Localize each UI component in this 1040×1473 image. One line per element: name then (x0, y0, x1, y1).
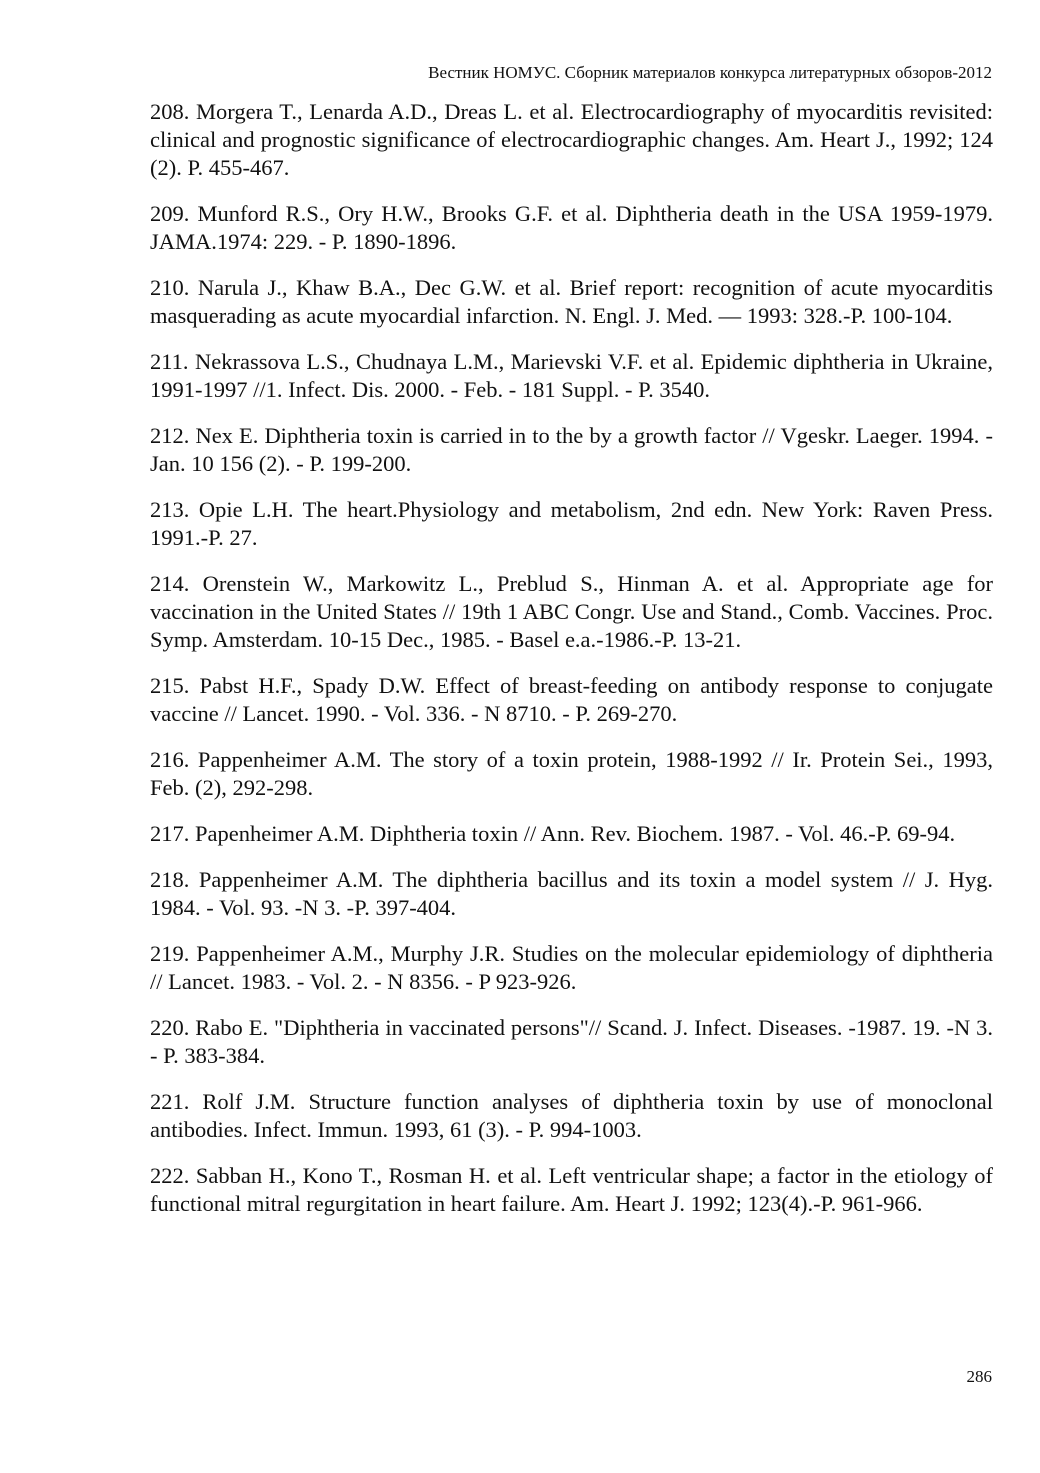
reference-entry: 213. Opie L.H. The heart.Physiology and metabolism, 2nd edn. New York: Raven Press. 1991.-P. 27. (150, 497, 993, 550)
reference-entry: 218. Pappenheimer A.M. The diphtheria bacillus and its toxin a model system // J. Hyg. 1984. - Vol. 93. -N 3. -P. 397-404. (150, 867, 993, 920)
reference-entry: 219. Pappenheimer A.M., Murphy J.R. Studies on the molecular epidemiology of diphtheria // Lancet. 1983. - Vol. 2. - N 8356. - P 923-926. (150, 941, 993, 994)
reference-entry: 208. Morgera T., Lenarda A.D., Dreas L. et al. Electrocardiography of myocarditis revisited: clinical and prognostic significance of electrocardiographic changes. Am. Heart J., 1992; 124 (2). P. 455-467. (150, 99, 993, 180)
reference-entry: 215. Pabst H.F., Spady D.W. Effect of breast-feeding on antibody response to conjugate vaccine // Lancet. 1990. - Vol. 336. - N 8710. - P. 269-270. (150, 673, 993, 726)
reference-entry: 217. Papenheimer A.M. Diphtheria toxin // Ann. Rev. Biochem. 1987. - Vol. 46.-P. 69-94. (150, 821, 956, 846)
reference-entry: 212. Nex E. Diphtheria toxin is carried in to the by a growth factor // Vgeskr. Laeger. 1994. - Jan. 10 156 (2). - P. 199-200. (150, 423, 993, 476)
page-number: 286 (966, 1367, 992, 1386)
reference-entry: 214. Orenstein W., Markowitz L., Preblud S., Hinman A. et al. Appropriate age for vaccination in the United States // 19th 1 ABC Congr. Use and Stand., Comb. Vaccines. Proc. Symp. Amsterdam. 10-15 Dec., 1985. - Basel e.a.-1986.-P. 13-21. (150, 571, 993, 652)
reference-list (150, 98, 993, 1236)
reference-entry: 221. Rolf J.M. Structure function analyses of diphtheria toxin by use of monoclonal antibodies. Infect. Immun. 1993, 61 (3). - P. 994-1003. (150, 1089, 993, 1142)
reference-entry: 211. Nekrassova L.S., Chudnaya L.M., Marievski V.F. et al. Epidemic diphtheria in Ukraine, 1991-1997 //1. Infect. Dis. 2000. - Feb. - 181 Suppl. - P. 3540. (150, 349, 993, 402)
reference-entry: 220. Rabo E. "Diphtheria in vaccinated persons"// Scand. J. Infect. Diseases. -1987. 19. -N 3. - P. 383-384. (150, 1015, 993, 1068)
running-header: Вестник НОМУС. Сборник материалов конкурса литературных обзоров-2012 (428, 63, 992, 82)
reference-entry: 222. Sabban H., Kono T., Rosman H. et al. Left ventricular shape; a factor in the etiology of functional mitral regurgitation in heart failure. Am. Heart J. 1992; 123(4).-P. 961-966. (150, 1163, 993, 1216)
reference-entry: 209. Munford R.S., Ory H.W., Brooks G.F. et al. Diphtheria death in the USA 1959-1979. JAMA.1974: 229. - P. 1890-1896. (150, 201, 993, 254)
reference-entry: 216. Pappenheimer A.M. The story of a toxin protein, 1988-1992 // Ir. Protein Sei., 1993, Feb. (2), 292-298. (150, 747, 993, 800)
reference-entry: 210. Narula J., Khaw B.A., Dec G.W. et al. Brief report: recognition of acute myocarditis masquerading as acute myocardial infarction. N. Engl. J. Med. — 1993: 328.-P. 100-104. (150, 275, 993, 328)
